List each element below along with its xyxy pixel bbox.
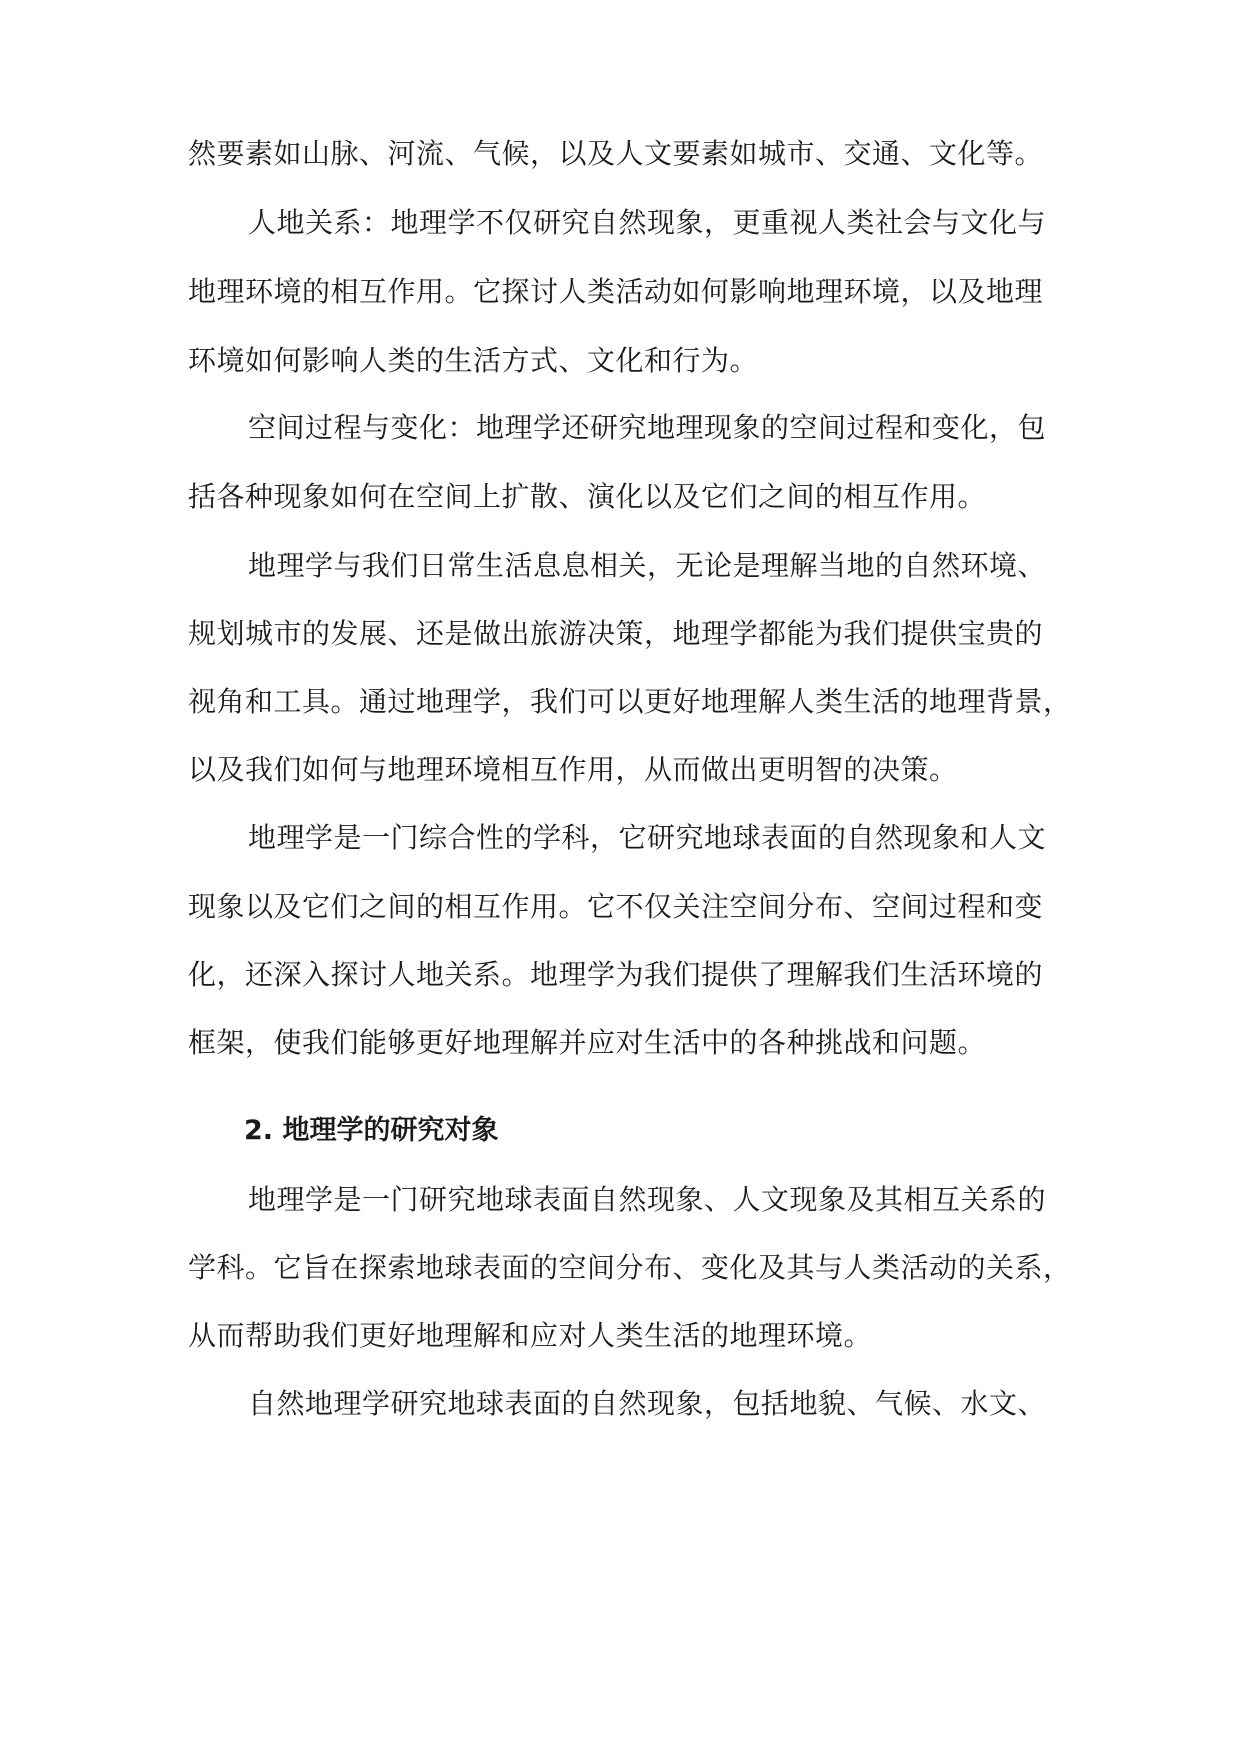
paragraph-line: 框架，使我们能够更好地理解并应对生活中的各种挑战和问题。 [188,1026,987,1059]
paragraph-line: 地理学与我们日常生活息息相关，无论是理解当地的自然环境、 [248,549,1047,582]
paragraph-line: 空间过程与变化：地理学还研究地理现象的空间过程和变化，包 [248,411,1047,444]
paragraph-line: 规划城市的发展、还是做出旅游决策，地理学都能为我们提供宝贵的 [188,617,1044,650]
paragraph-line: 地理学是一门研究地球表面自然现象、人文现象及其相互关系的 [248,1183,1047,1216]
paragraph-line: 人地关系：地理学不仅研究自然现象，更重视人类社会与文化与 [248,206,1047,239]
paragraph-line: 地理环境的相互作用。它探讨人类活动如何影响地理环境，以及地理 [188,275,1044,308]
paragraph-line: 从而帮助我们更好地理解和应对人类生活的地理环境。 [188,1319,873,1352]
paragraph-line: 以及我们如何与地理环境相互作用，从而做出更明智的决策。 [188,753,958,786]
paragraph-line: 化，还深入探讨人地关系。地理学为我们提供了理解我们生活环境的 [188,958,1044,991]
section-heading: 2. 地理学的研究对象 [244,1115,499,1146]
paragraph-line: 然要素如山脉、河流、气候，以及人文要素如城市、交通、文化等。 [188,137,1044,170]
paragraph-line: 括各种现象如何在空间上扩散、演化以及它们之间的相互作用。 [188,480,987,513]
paragraph-line: 自然地理学研究地球表面的自然现象，包括地貌、气候、水文、 [248,1387,1047,1420]
paragraph-line: 现象以及它们之间的相互作用。它不仅关注空间分布、空间过程和变 [188,890,1044,923]
paragraph-line: 视角和工具。通过地理学，我们可以更好地理解人类生活的地理背景， [188,685,1072,718]
paragraph-line: 地理学是一门综合性的学科，它研究地球表面的自然现象和人文 [248,821,1047,854]
paragraph-line: 学科。它旨在探索地球表面的空间分布、变化及其与人类活动的关系， [188,1251,1072,1284]
paragraph-line: 环境如何影响人类的生活方式、文化和行为。 [188,344,759,377]
